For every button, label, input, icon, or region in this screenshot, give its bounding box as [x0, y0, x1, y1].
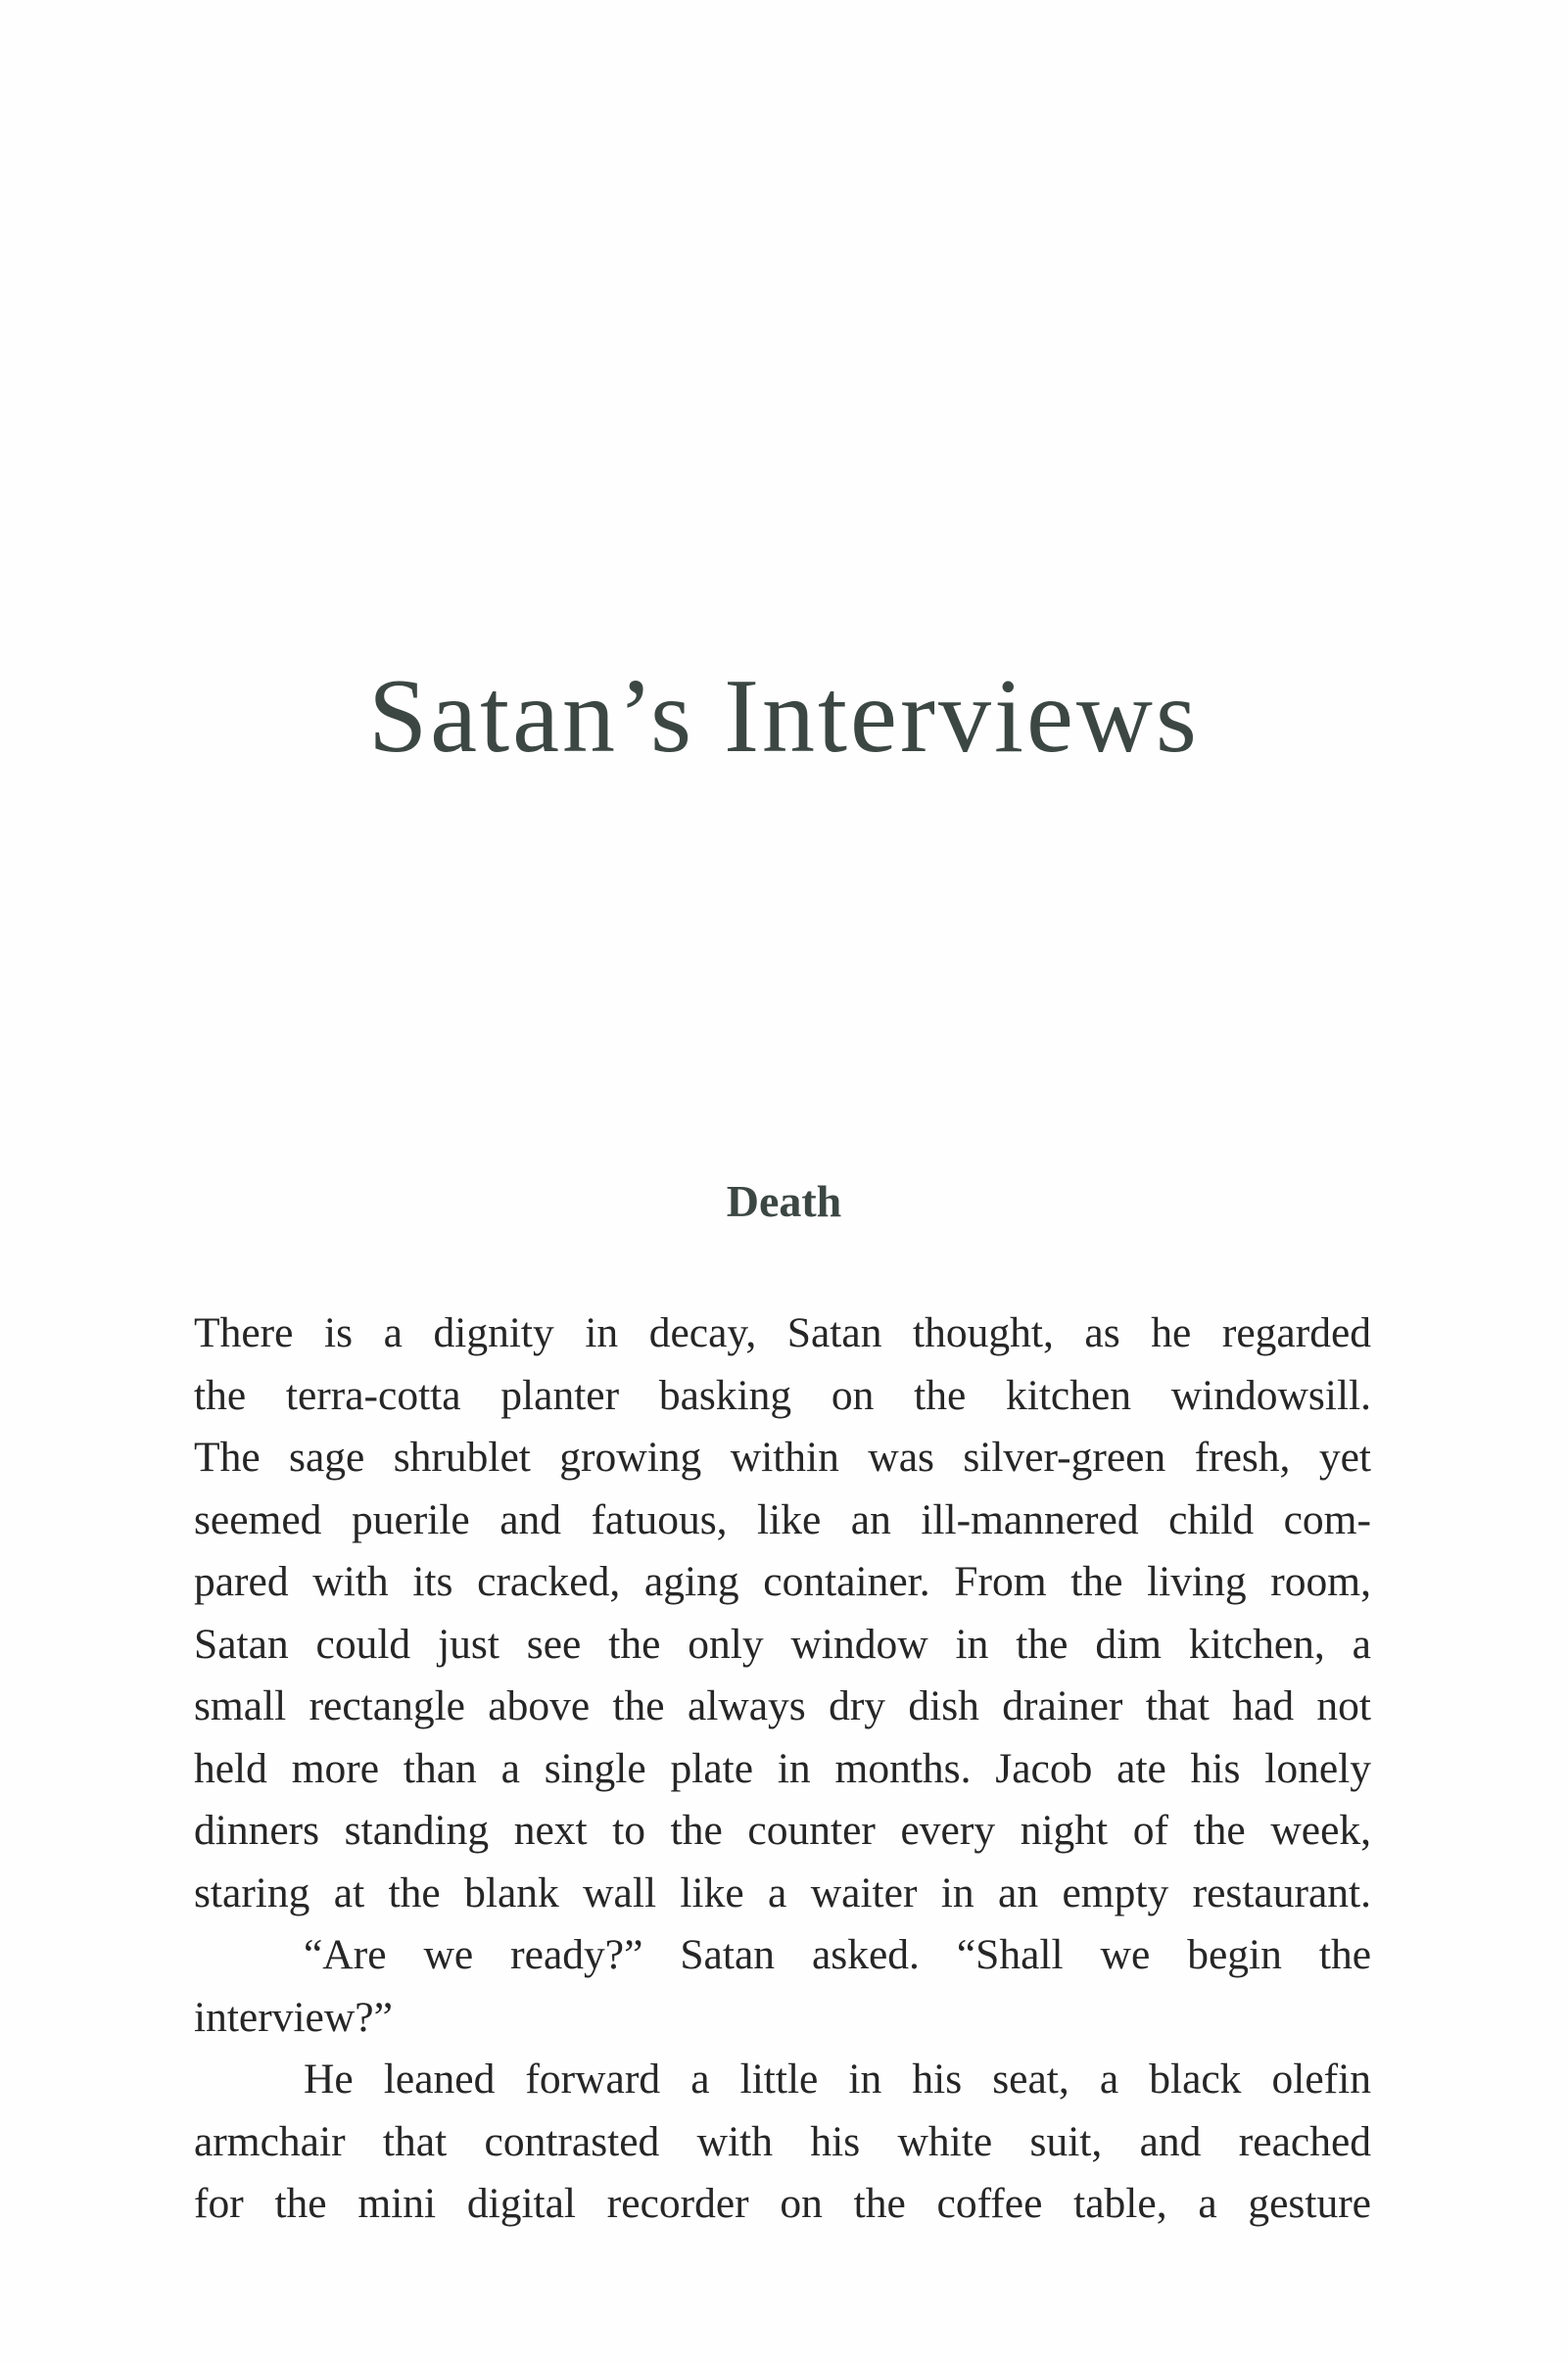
paragraph	[194, 1924, 1371, 2049]
text-line: for the mini digital recorder on the coffee table, a gesture	[194, 2180, 1371, 2227]
text-line: He leaned forward a little in his seat, a black olefin	[304, 2056, 1371, 2103]
text-line: seemed puerile and fatuous, like an ill-mannered child com-	[194, 1495, 1371, 1543]
paragraph	[194, 1302, 1371, 1924]
paragraph	[194, 2049, 1371, 2236]
chapter-title: Death	[726, 1176, 842, 1226]
text-line: dinners standing next to the counter every night of the week,	[194, 1807, 1371, 1854]
body-text	[194, 1302, 1371, 2236]
text-line: armchair that contrasted with his white suit, and reached	[194, 2117, 1371, 2165]
text-line: There is a dignity in decay, Satan thought, as he regarded	[194, 1309, 1371, 1356]
text-line: Satan could just see the only window in the dim kitchen, a	[194, 1620, 1371, 1668]
text-line: small rectangle above the always dry dish drainer that had not	[194, 1682, 1371, 1729]
text-line: pared with its cracked, aging container. From the living room,	[194, 1558, 1371, 1605]
part-title: Satan’s Interviews	[368, 658, 1200, 775]
text-line: held more than a single plate in months. Jacob ate his lonely	[194, 1744, 1371, 1792]
text-line: the terra-cotta planter basking on the kitchen windowsill.	[194, 1371, 1371, 1419]
text-line: “Are we ready?” Satan asked. “Shall we begin the	[304, 1931, 1371, 1978]
text-line: interview?”	[194, 1993, 393, 2041]
text-line: The sage shrublet growing within was silver-green fresh, yet	[194, 1434, 1371, 1481]
text-line: staring at the blank wall like a waiter in an empty restaurant.	[194, 1868, 1371, 1916]
